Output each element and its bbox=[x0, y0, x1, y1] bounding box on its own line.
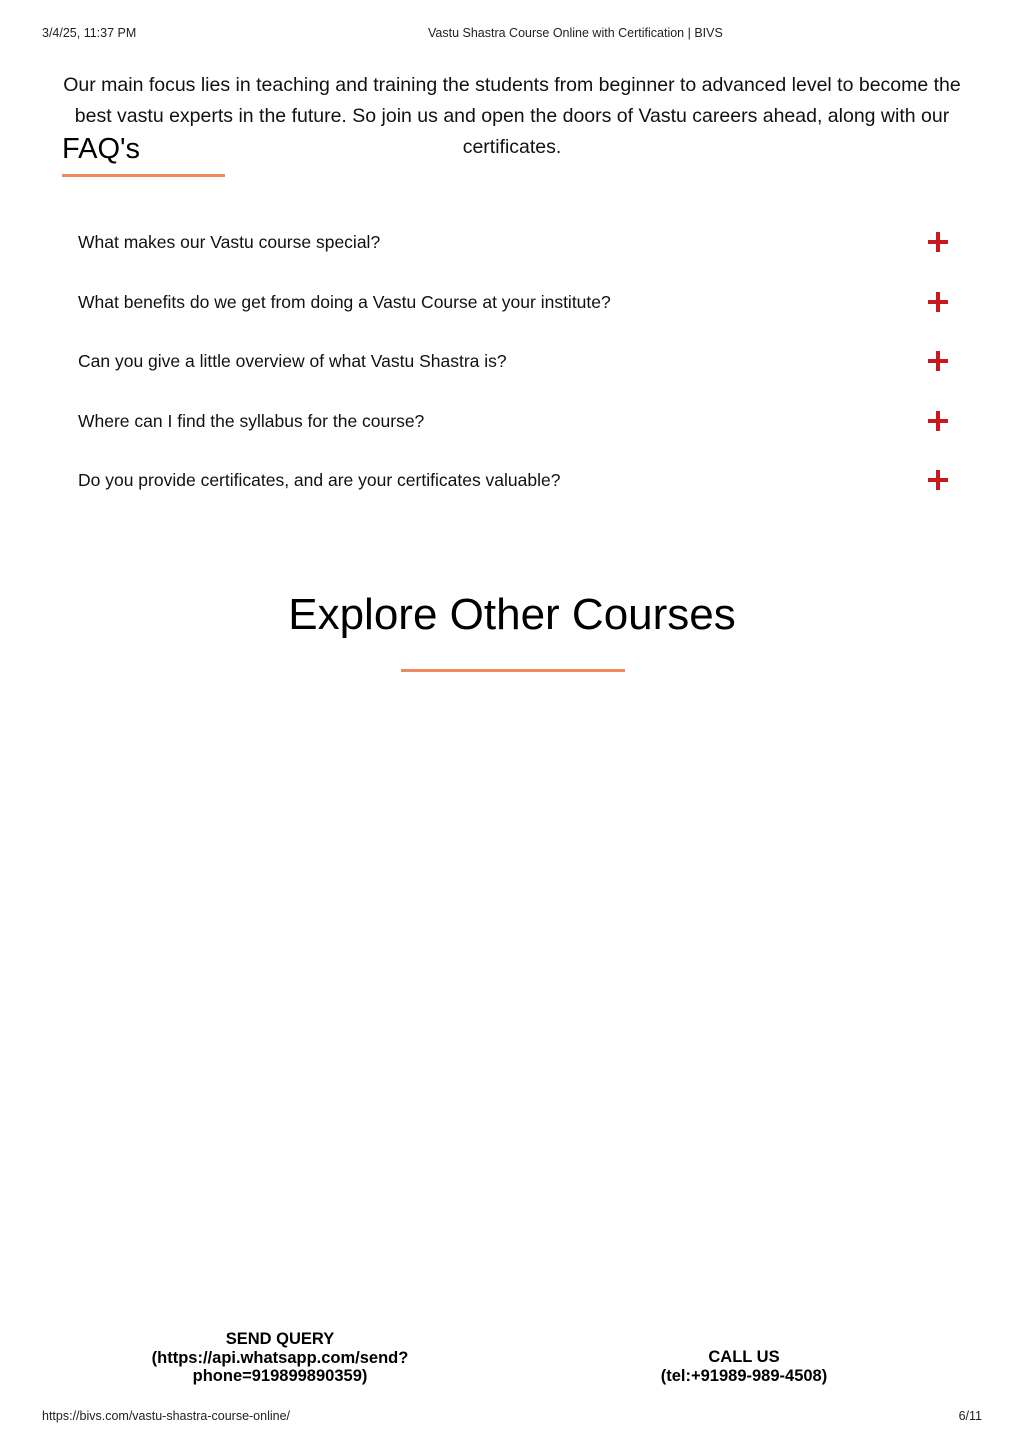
call-us-phone: (tel:+91989-989-4508) bbox=[660, 1366, 828, 1385]
faq-heading: FAQ's bbox=[62, 133, 141, 165]
send-query-url-line2: phone=919899890359) bbox=[192, 1367, 368, 1385]
faq-question: Can you give a little overview of what Vastu Shastra is? bbox=[78, 351, 507, 371]
faq-item[interactable] bbox=[62, 337, 962, 397]
plus-icon[interactable] bbox=[928, 351, 948, 371]
print-url: https://bivs.com/vastu-shastra-course-online/ bbox=[42, 1409, 291, 1423]
send-query-link[interactable] bbox=[120, 1330, 440, 1386]
call-us-label: CALL US bbox=[708, 1348, 780, 1366]
intro-paragraph: Our main focus lies in teaching and training the students from beginner to advanced level to become the best vastu experts in the future. So join us and open the doors of Vastu careers ahead, along with our certificates. bbox=[63, 73, 961, 158]
faq-item[interactable] bbox=[62, 218, 962, 278]
print-page-number: 6/11 bbox=[958, 1409, 982, 1423]
send-query-label: SEND QUERY bbox=[225, 1330, 335, 1348]
faq-item[interactable] bbox=[62, 397, 962, 457]
faq-heading-underline bbox=[62, 174, 225, 177]
faq-question: Do you provide certificates, and are your certificates valuable? bbox=[78, 470, 561, 490]
plus-icon[interactable] bbox=[928, 232, 948, 252]
faq-question: Where can I find the syllabus for the course? bbox=[78, 410, 425, 431]
call-us-link[interactable] bbox=[584, 1348, 904, 1385]
faq-item[interactable] bbox=[62, 278, 962, 338]
explore-courses-heading: Explore Other Courses bbox=[288, 590, 736, 639]
faq-question: What makes our Vastu course special? bbox=[78, 232, 381, 252]
faq-list bbox=[62, 218, 962, 516]
plus-icon[interactable] bbox=[928, 470, 948, 490]
send-query-url-line1: (https://api.whatsapp.com/send? bbox=[151, 1348, 409, 1367]
print-date: 3/4/25, 11:37 PM bbox=[42, 26, 137, 40]
print-header bbox=[0, 26, 1024, 42]
plus-icon[interactable] bbox=[928, 292, 948, 312]
faq-question: What benefits do we get from doing a Vastu Course at your institute? bbox=[78, 291, 611, 312]
print-page-title: Vastu Shastra Course Online with Certification | BIVS bbox=[428, 26, 723, 40]
faq-item[interactable] bbox=[62, 456, 962, 516]
plus-icon[interactable] bbox=[928, 411, 948, 431]
explore-heading-underline bbox=[401, 669, 625, 672]
